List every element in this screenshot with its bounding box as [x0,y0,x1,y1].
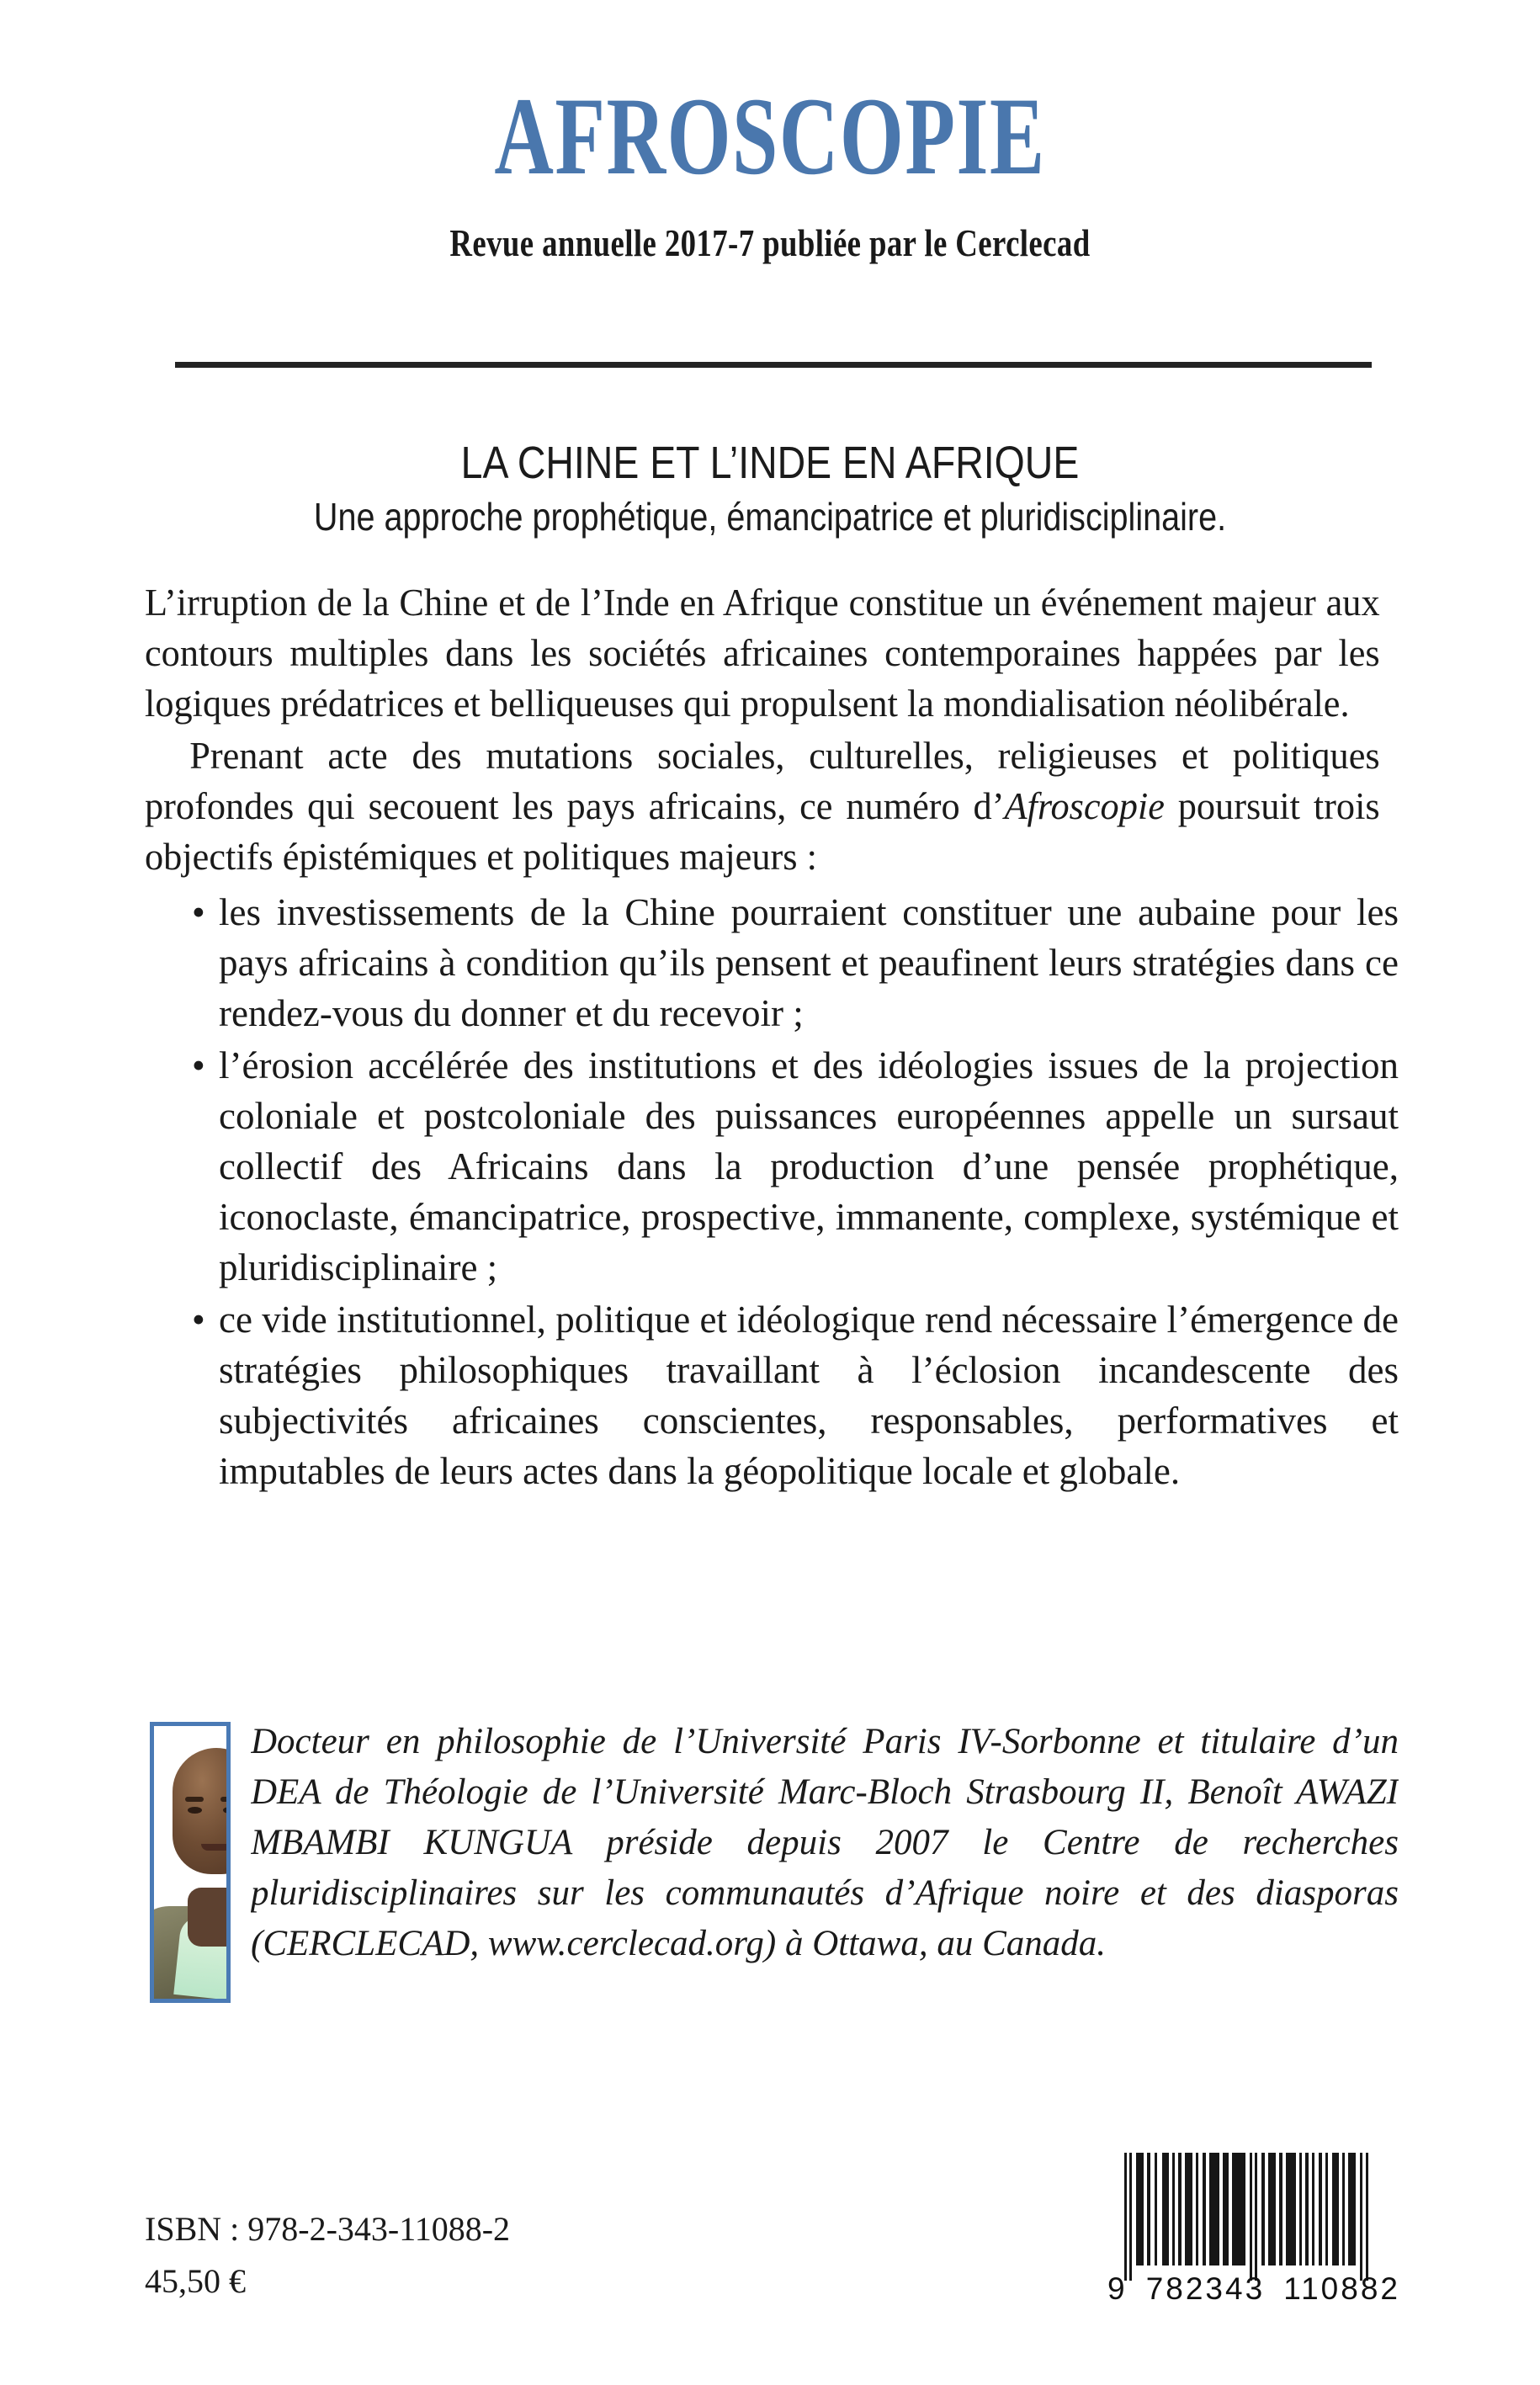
journal-issue-line: Revue annuelle 2017-7 publiée par le Cerclecad [449,221,1091,264]
journal-title: AFROSCOPIE [494,74,1046,198]
bullet-icon: • [192,1044,205,1086]
portrait-illustration [154,1726,226,1999]
blurb-paragraph-2 [145,730,1380,882]
journal-name-italic: Afroscopie [1004,785,1165,827]
barcode-digits [1107,2272,1400,2306]
portrait-neck [188,1888,226,1947]
list-item-text: ce vide institutionnel, politique et idéologique rend nécessaire l’émergence de stratégies philosophiques travaillant à l’éclosion incandescente des subjectivités africaines conscientes, responsables, performatives et imputables de leurs actes dans la géopolitique locale et globale. [219,1299,1399,1492]
barcode-digits-middle: 782343 [1145,2271,1266,2306]
barcode-digit-left: 9 [1107,2271,1128,2306]
blurb [145,577,1399,1498]
portrait-brow-right [220,1797,226,1802]
portrait-brow-left [185,1797,204,1802]
list-item [145,1040,1399,1293]
list-item [145,1294,1399,1496]
bullet-icon: • [192,1299,205,1341]
book-title: LA CHINE ET L’INDE EN AFRIQUE [460,438,1080,488]
bullet-icon: • [192,891,205,933]
header-divider [175,362,1372,368]
list-item-text: l’érosion accélérée des institutions et des idéologies issues de la projection coloniale et postcoloniale des puissances européennes appelle un sursaut collectif des Africains dans la production d’une pensée prophétique, iconoclaste, émancipatrice, prospective, immanente, complexe, systémique et pluridisciplinaire ; [219,1044,1399,1288]
author-bio-text: Docteur en philosophie de l’Université Paris IV-Sorbonne et titulaire d’un DEA de Théologie de l’Université Marc-Bloch Strasbourg II, Benoît AWAZI MBAMBI KUNGUA préside depuis 2007 le Centre de recherches pluridisciplinaires sur les communautés d’Afrique noire et des diasporas (CERCLECAD, www.cerclecad.org) à Ottawa, au Canada. [251,1722,1399,1963]
list-item [145,887,1399,1038]
blurb-paragraph-2-tail: poursuit trois objectifs épistémiques et politiques majeurs : [145,785,1380,878]
list-item-text: les investissements de la Chine pourraient constituer une aubaine pour les pays africains à condition qu’ils pensent et peaufinent leurs stratégies dans ce rendez-vous du donner et du recevoir ; [219,891,1399,1034]
book-subtitle: Une approche prophétique, émancipatrice et pluridisciplinaire. [313,495,1227,539]
barcode-digits-right: 110882 [1283,2271,1400,2306]
price-text: 45,50 € [145,2262,246,2300]
masthead [0,74,1540,265]
ean13-barcode [1124,2153,1383,2281]
book-title-block [0,438,1540,539]
portrait-mouth [201,1844,226,1851]
objectives-list [145,887,1399,1496]
portrait-eye-left [188,1807,202,1814]
isbn-text: ISBN : 978-2-343-11088-2 [145,2210,511,2248]
blurb-paragraph-1: L’irruption de la Chine et de l’Inde en Afrique constitue un événement majeur aux contours multiples dans les sociétés africaines contemporaines happées par les logiques prédatrices et belliqueuses qui propulsent la mondialisation néolibérale. [145,582,1380,725]
blurb-paragraph-2-lead: Prenant acte des mutations sociales, culturelles, religieuses et politiques profondes qui secouent les pays africains, ce numéro d’ [145,735,1380,827]
author-photo [150,1722,231,2003]
author-bio-block [150,1717,1399,2003]
barcode-bars [1124,2153,1383,2281]
